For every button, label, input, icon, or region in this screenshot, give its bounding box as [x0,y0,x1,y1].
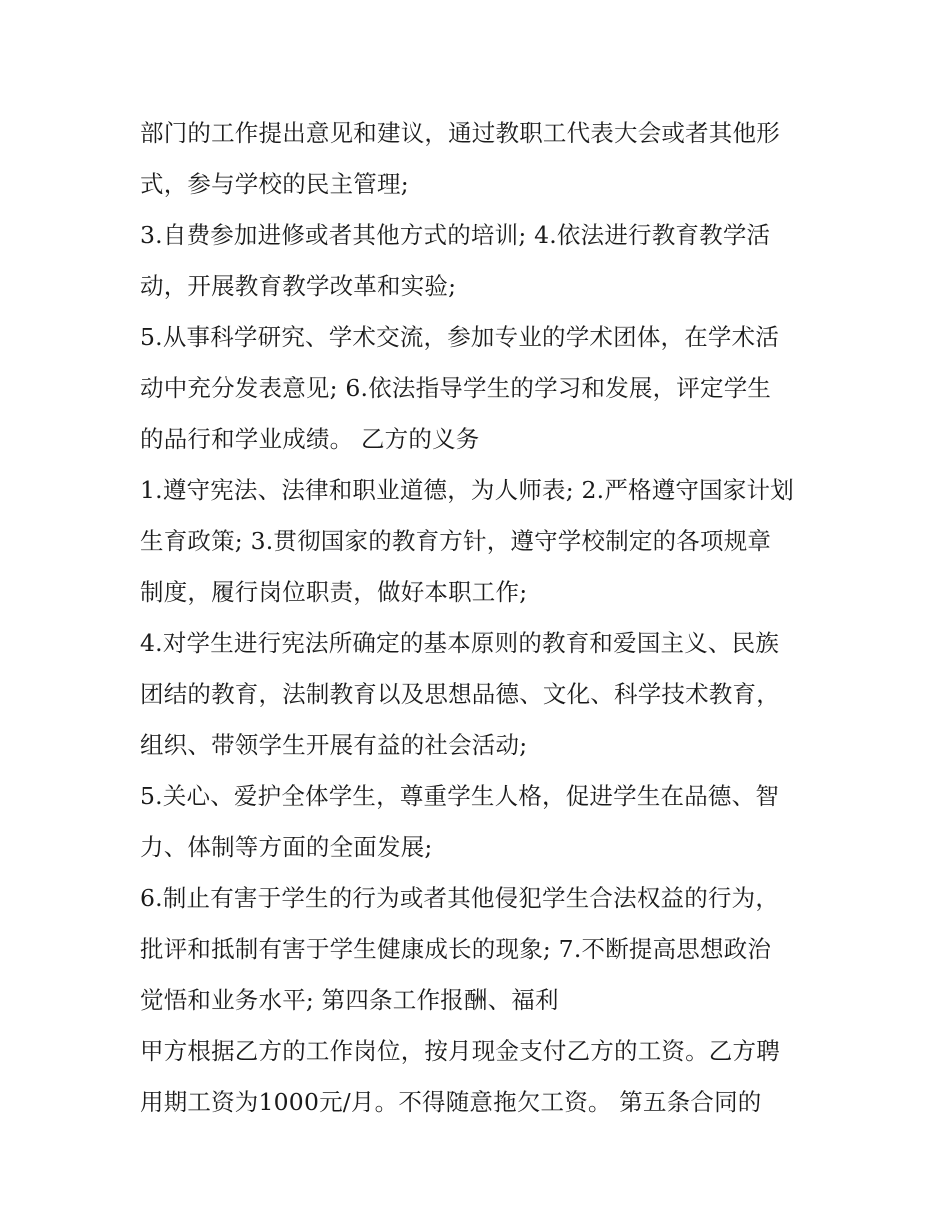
text-line: 动中充分发表意见; 6.依法指导学生的学习和发展，评定学生 [140,374,772,402]
text-line: 组织、带领学生开展有益的社会活动; [140,731,528,759]
text-line: 6.制止有害于学生的行为或者其他侵犯学生合法权益的行为， [140,884,780,912]
text-line: 生育政策; 3.贯彻国家的教育方针，遵守学校制定的各项规章 [140,527,772,555]
text-line: 3.自费参加进修或者其他方式的培训; 4.依法进行教育教学活 [140,221,771,249]
text-line: 甲方根据乙方的工作岗位，按月现金支付乙方的工资。乙方聘 [140,1037,780,1065]
text-line: 5.关心、爱护全体学生，尊重学生人格，促进学生在品德、智 [140,782,780,810]
text-line: 用期工资为1000元/月。不得随意拖欠工资。 第五条合同的 [140,1088,762,1116]
text-line: 的品行和学业成绩。 乙方的义务 [140,425,480,453]
text-line: 批评和抵制有害于学生健康成长的现象; 7.不断提高思想政治 [140,935,772,963]
text-line: 式，参与学校的民主管理; [140,170,409,198]
text-line: 5.从事科学研究、学术交流，参加专业的学术团体，在学术活 [140,323,780,351]
text-line: 4.对学生进行宪法所确定的基本原则的教育和爱国主义、民族 [140,629,780,657]
document-body [140,108,830,1128]
text-line: 1.遵守宪法、法律和职业道德，为人师表; 2.严格遵守国家计划 [140,476,794,504]
text-line: 觉悟和业务水平; 第四条工作报酬、福利 [140,986,559,1014]
text-line: 部门的工作提出意见和建议，通过教职工代表大会或者其他形 [140,119,780,147]
text-line: 团结的教育，法制教育以及思想品德、文化、科学技术教育， [140,680,780,708]
text-line: 力、体制等方面的全面发展; [140,833,433,861]
text-line: 动，开展教育教学改革和实验; [140,272,457,300]
text-line: 制度，履行岗位职责，做好本职工作; [140,578,528,606]
